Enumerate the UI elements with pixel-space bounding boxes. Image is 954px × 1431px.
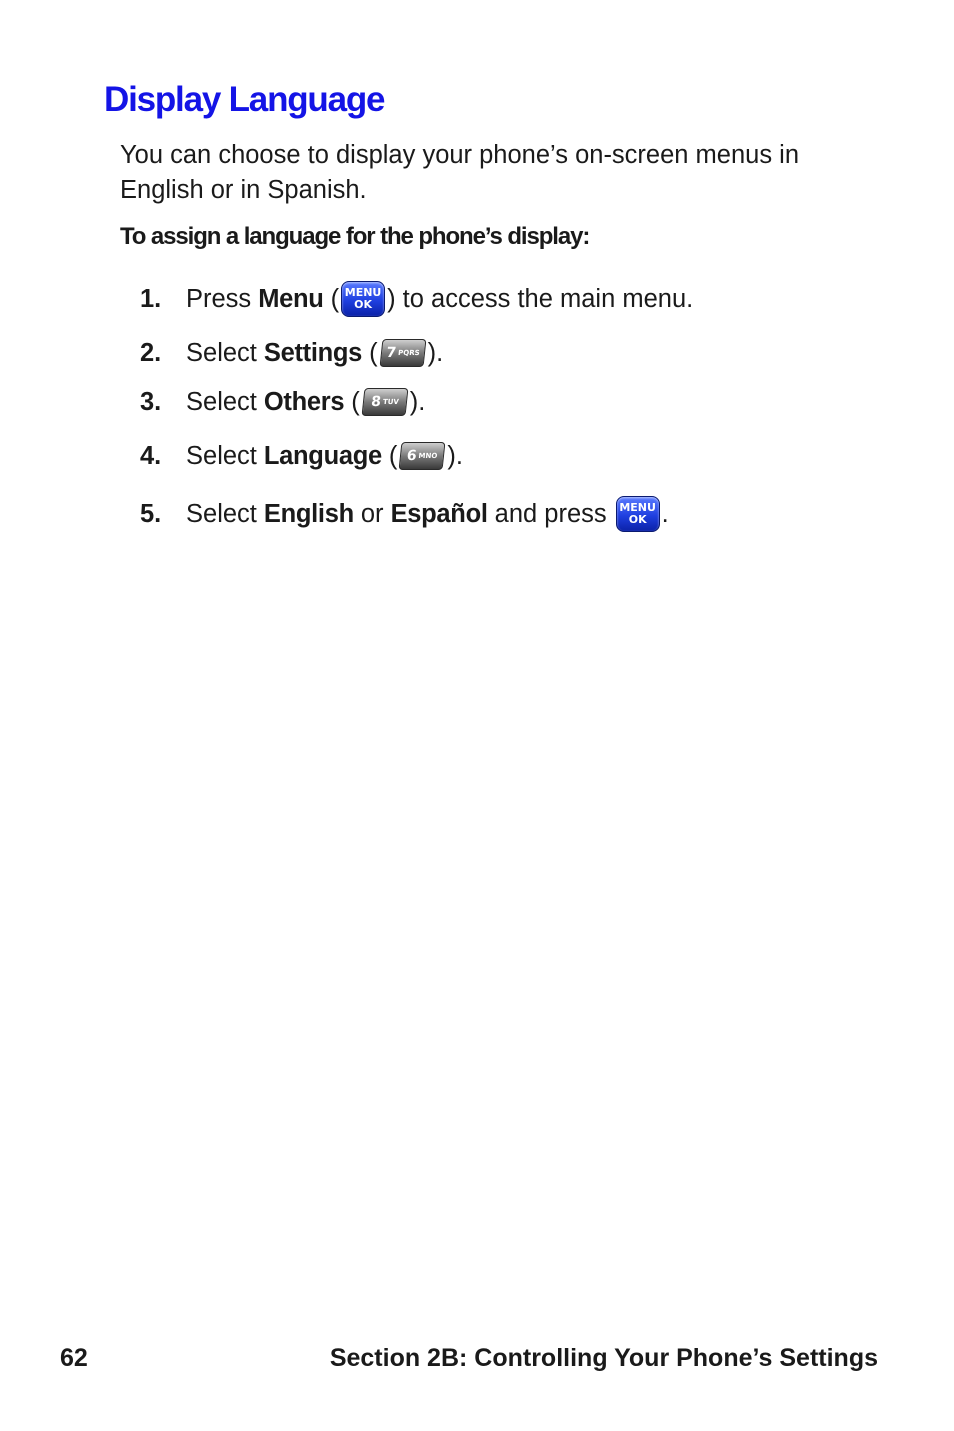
step-4 [140, 436, 463, 476]
page-number: 62 [60, 1344, 88, 1372]
menu-ok-key-icon: MENU OK [616, 496, 660, 532]
espanol-label: Español [390, 499, 488, 528]
menu-ok-key-icon: MENU OK [341, 281, 385, 317]
step-text: Select Language ( 6 MNO ). [186, 441, 463, 470]
step-text: Select Others ( 8 TUV ). [186, 387, 426, 416]
step-number: 4. [140, 441, 162, 470]
english-label: English [263, 499, 354, 528]
settings-label: Settings [263, 338, 363, 367]
others-label: Others [263, 387, 345, 416]
step-text: Press Menu ( MENU OK ) to access the main menu. [186, 281, 693, 317]
menu-label: Menu [258, 284, 324, 313]
step-2 [140, 333, 443, 373]
intro-paragraph: You can choose to display your phone’s on-screen menus in English or in Spanish. [120, 141, 800, 204]
step-number: 3. [140, 387, 162, 416]
language-label: Language [263, 441, 382, 470]
section-footer: Section 2B: Controlling Your Phone’s Settings [329, 1344, 878, 1372]
key-8-icon: 8 TUV [361, 388, 408, 416]
step-text: Select English or Español and press MENU OK . [186, 496, 669, 532]
step-1 [140, 279, 693, 319]
procedure-heading: To assign a language for the phone’s display: [120, 223, 590, 250]
step-text: Select Settings ( 7 PQRS ). [186, 338, 444, 367]
step-3 [140, 382, 425, 422]
key-7-icon: 7 PQRS [379, 339, 426, 367]
step-number: 5. [140, 499, 162, 528]
page-title: Display Language [104, 80, 385, 119]
step-number: 2. [140, 338, 162, 367]
step-number: 1. [140, 284, 162, 313]
step-5 [140, 494, 669, 534]
key-6-icon: 6 MNO [399, 442, 446, 470]
